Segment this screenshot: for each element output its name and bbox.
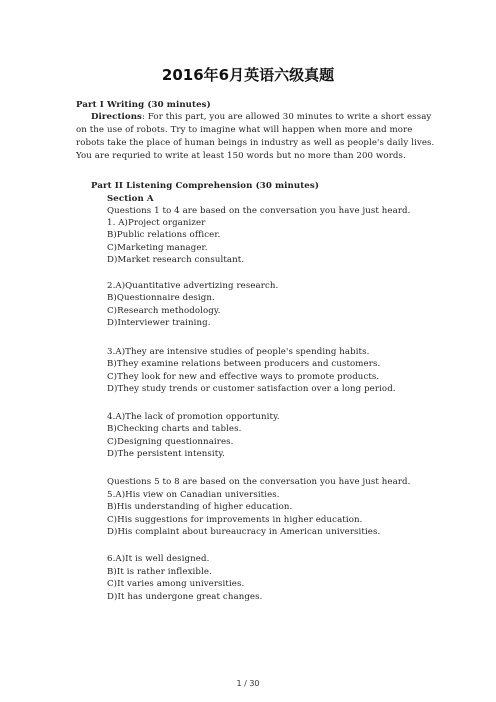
page-title: 2016年6月英语六级真题 — [161, 66, 335, 84]
part2-heading: Part II Listening Comprehension (30 minutes) — [91, 181, 319, 191]
directions-line-3: robots take the place of human beings in industry as well as people's daily lives. — [76, 138, 435, 148]
q5-option-d: D)His complaint about bureaucracy in American universities. — [107, 527, 381, 537]
q5-option-c: C)His suggestions for improvements in higher education. — [107, 515, 363, 525]
q4-option-d: D)The persistent intensity. — [107, 449, 225, 459]
directions-label: Directions — [91, 112, 142, 122]
q3-option-b: B)They examine relations between producers and customers. — [107, 359, 381, 369]
q1-option-c: C)Marketing manager. — [107, 243, 208, 253]
q3-option-c: C)They look for new and effective ways to promote products. — [107, 372, 380, 382]
group1-intro: Questions 1 to 4 are based on the conversation you have just heard. — [107, 206, 411, 216]
q4-option-a: 4.A)The lack of promotion opportunity. — [107, 412, 280, 422]
q4-option-c: C)Designing questionnaires. — [107, 437, 234, 447]
q6-option-a: 6.A)It is well designed. — [107, 554, 210, 564]
part1-heading: Part I Writing (30 minutes) — [76, 100, 211, 110]
directions-line-1 — [91, 112, 431, 123]
group2-intro: Questions 5 to 8 are based on the conversation you have just heard. — [107, 477, 411, 487]
section-heading: Section A — [107, 194, 154, 204]
q1-option-d: D)Market research consultant. — [107, 255, 245, 265]
page-number: 1 / 30 — [236, 679, 260, 688]
directions-line-2: on the use of robots. Try to imagine what will happen when more and more — [76, 125, 413, 135]
q6-option-c: C)It varies among universities. — [107, 579, 245, 589]
q3-option-d: D)They study trends or customer satisfaction over a long period. — [107, 384, 396, 394]
q5-option-b: B)His understanding of higher education. — [107, 502, 293, 512]
q2-option-b: B)Questionnaire design. — [107, 293, 215, 303]
directions-line-4: You are requried to write at least 150 words but no more than 200 words. — [76, 151, 406, 161]
q2-option-a: 2.A)Quantitative advertizing research. — [107, 281, 279, 291]
q2-option-d: D)Interviewer training. — [107, 318, 211, 328]
q5-option-a: 5.A)His view on Canadian universities. — [107, 490, 280, 500]
q2-option-c: C)Research methodology. — [107, 306, 221, 316]
q6-option-d: D)It has undergone great changes. — [107, 592, 263, 602]
q6-option-b: B)It is rather inflexible. — [107, 567, 212, 577]
q1-option-a: 1. A)Project organizer — [107, 218, 206, 228]
q1-option-b: B)Public relations officer. — [107, 230, 221, 240]
directions-text-1: : For this part, you are allowed 30 minutes to write a short essay — [142, 112, 432, 122]
q4-option-b: B)Checking charts and tables. — [107, 424, 242, 434]
q3-option-a: 3.A)They are intensive studies of people's spending habits. — [107, 347, 370, 357]
